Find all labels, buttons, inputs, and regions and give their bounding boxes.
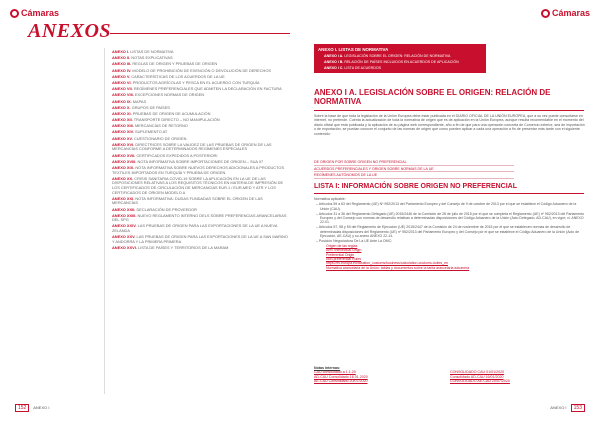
annex-label: NOTA INFORMATIVA SOBRE IMPORTACIONES DE ORIGEN – SUA 07 xyxy=(137,158,264,164)
annex-link[interactable] xyxy=(112,62,288,67)
annex-label: NOTAS EXPLICATIVAS xyxy=(131,55,173,61)
annex-number: ANEXO XVII. xyxy=(112,152,136,158)
camaras-logo: Cámaras xyxy=(541,8,590,18)
annex-number: ANEXO V. xyxy=(112,73,131,79)
annex-number: ANEXO XXVI. xyxy=(112,245,137,251)
sublink-label: LEGISLACIÓN SOBRE EL ORIGEN: RELACIÓN DE NORMATIVA xyxy=(344,54,451,58)
annex-number: ANEXO XXIII. xyxy=(112,212,137,218)
annex-number: ANEXO XVIII. xyxy=(112,158,137,164)
annex-number: ANEXO XXII. xyxy=(112,206,136,212)
annex-label: PRODUCTOS AGRÍCOLAS Y PESCA EN EL ACUERDO CON TURQUÍA xyxy=(132,79,260,85)
annex-link[interactable] xyxy=(112,75,288,80)
annex-number: ANEXO X. xyxy=(112,104,131,110)
annex-number: ANEXO XIX. xyxy=(112,164,135,170)
notes-link[interactable]: AD-CAU Consolidado 16.01.2020 xyxy=(314,374,368,379)
camaras-logo: Cámaras xyxy=(10,8,59,18)
title-divider xyxy=(110,33,290,34)
annex-number: ANEXO I. xyxy=(112,49,130,54)
annex-label: CARACTERÍSTICAS DE LOS ACUERDOS DE LA UE xyxy=(131,73,225,79)
notes-link[interactable]: AE-CAU Consolidado 20/07/2020 xyxy=(314,379,368,384)
reference-link[interactable]: Arm: Intellectual Origin xyxy=(326,248,362,253)
annex-label: TRANSPORTE DIRECTO – NO MANIPULACIÓN xyxy=(133,117,220,123)
camaras-logo-icon xyxy=(10,9,19,18)
intro-paragraph: Sobre la base de que toda la legislación de la Unión Europea debe estar publicada en el DIARIO OFICIAL DE LA UNIÓN EUROPEA, que a su vez puede consultarse en internet, no pretende. Cuenta la actualización de toda la normativa de origen que es de aplicación en la Unión Europea, aunque resulta recomendable en el momento del diario oficial que está publicada y la aplicación de su página web correspondiente, año a fin de que para una operación concreta de Comercio exterior, sea de importación o de exportación, se puedan conocer el conjunto de las normas de origen que como pueden aplicar a cada una operación a fin de presentar más tarde con el siguiente contenido: xyxy=(314,114,585,136)
sublink-label: LISTA DE ACUERDOS xyxy=(344,66,382,70)
page-title: ANEXOS xyxy=(28,20,112,42)
annex-link[interactable] xyxy=(112,166,288,175)
annex-link[interactable] xyxy=(112,160,288,165)
section-links xyxy=(314,160,514,180)
annex-label: GRUPOS DE PAÍSES xyxy=(131,104,170,110)
reference-link[interactable]: Origen de las reglas xyxy=(326,244,358,249)
annex-label: EXCEPCIONES NORMAS DE ORIGEN xyxy=(134,92,205,98)
annex-link[interactable] xyxy=(112,137,288,142)
annex-label: CERTIFICADOS EXPEDIDOS A POSTERIORI xyxy=(136,152,218,158)
page-number: 153 xyxy=(571,404,585,412)
annex-label: DIRECTRICES SOBRE LA VALIDEZ DE LAS PRUEBAS DE ORIGEN DE LAS MERCANCÍAS CONFORME A DETERMINADOS REGÍMENES ESPECIALES xyxy=(112,141,272,152)
annex-number: ANEXO XIII. xyxy=(112,123,134,129)
annex-link[interactable] xyxy=(112,143,288,152)
annex-link[interactable] xyxy=(112,246,288,251)
annex-link[interactable] xyxy=(112,50,288,55)
annex-link[interactable] xyxy=(112,118,288,123)
annex-link[interactable] xyxy=(112,197,288,206)
notes-link[interactable]: CONSOLIDADO AE-CAU 20/07/2020 xyxy=(450,379,510,384)
annex-link[interactable] xyxy=(112,69,288,74)
annex-link[interactable] xyxy=(112,235,288,244)
page-footer xyxy=(12,404,49,412)
page-number: 152 xyxy=(15,404,29,412)
section-link[interactable]: REGÍMENES AUTÓNOMOS DE LA UE xyxy=(314,173,514,179)
annex-label: NOTA INFORMATIVA: DUDAS FUNDADAS SOBRE EL ORIGEN DE LAS MERCANCÍAS xyxy=(112,195,263,206)
annex-link[interactable] xyxy=(112,154,288,159)
footer-label: ANEXO I xyxy=(550,405,567,411)
annex-link[interactable] xyxy=(112,224,288,233)
annex-link[interactable] xyxy=(112,112,288,117)
section-title: ANEXO I A. LEGISLACIÓN SOBRE EL ORIGEN: RELACIÓN DE NORMATIVA xyxy=(314,88,551,106)
annex-label: LAS PRUEBAS DE ORIGEN PARA LAS EXPORTACIONES DE LA UE A SAN MARINO Y ANDORRA Y LA PRIMERA PRIMERA xyxy=(112,234,288,244)
annex-link[interactable] xyxy=(112,214,288,223)
annex-label: NOTA INFORMATIVA SOBRE NUEVOS DERECHOS ADICIONALES A PRODUCTOS TEXTILES IMPORTADOS EN TURQUÍA Y PRUEBA DE ORIGEN xyxy=(112,164,285,175)
normativa-heading: Normativa aplicable: xyxy=(314,197,346,201)
camaras-logo-icon xyxy=(541,9,550,18)
annex-index xyxy=(112,50,288,252)
normativa-block xyxy=(314,197,586,270)
annex-label: NUEVO REGLAMENTO INTERNO DELS SOBRE PREFERENCIAS ARANCELARIAS DEL SPG xyxy=(112,212,287,223)
annex-label: LISTAS DE NORMATIVA xyxy=(130,49,174,54)
annex-number: ANEXO XX. xyxy=(112,175,134,181)
annex-link[interactable] xyxy=(112,93,288,98)
annex-link[interactable] xyxy=(112,177,288,195)
normativa-item: – Artículos 59 a 63 del Reglamento (UE) Nº 952/2013 del Parlamento Europeo y del Consejo de 9 de octubre de 2013 por el que se establece el Código Aduanero de la Unión (CAU). xyxy=(314,202,586,211)
reference-link[interactable]: https://ec.europa.eu/taxation_customs/business/calculation-customs-duties_en xyxy=(326,261,448,266)
reference-link[interactable]: Non-preferential Rules xyxy=(326,257,362,262)
annex-link[interactable] xyxy=(112,81,288,86)
sublink-number: ANEXO I C. xyxy=(324,66,344,70)
annex-label: CUESTIONARIO DE ORIGEN xyxy=(133,135,187,141)
annex-number: ANEXO XIV. xyxy=(112,129,134,135)
annex-link[interactable] xyxy=(112,106,288,111)
annex-number: ANEXO IX. xyxy=(112,98,132,104)
footer-label: ANEXO I xyxy=(33,405,50,411)
right-page xyxy=(300,0,600,424)
section-link[interactable]: ACUERDOS PREFERENCIALES Y ORIGEN SOBRE NORMAS DE LA UE xyxy=(314,167,514,173)
section-divider xyxy=(314,110,584,111)
annex-label: LISTA DE PAÍSES Y TERRITORIOS DE LA MARAM xyxy=(137,245,229,251)
annex-number: ANEXO VII. xyxy=(112,86,133,92)
annex-number: ANEXO XXI. xyxy=(112,195,135,201)
annex-label: MODELO DE PROHIBICIÓN DE EXENCIÓN O DEVOLUCIÓN DE DERECHOS xyxy=(132,67,271,73)
annex-number: ANEXO II. xyxy=(112,55,131,61)
annex-label: REGLAS DE ORIGEN Y PRUEBAS DE ORIGEN xyxy=(132,61,218,67)
annex-label: PRUEBAS DE ORIGEN DE ACUMULACIÓN xyxy=(132,110,211,116)
annex-label: SUPLEMENTO AT xyxy=(135,129,168,135)
notes-row xyxy=(314,379,586,383)
annex-label: MAPAS xyxy=(132,98,147,104)
annex-label: REGÍMENES PREFERENCIALES QUE ADMITEN LA DECLARACIÓN EN FACTURA xyxy=(133,86,282,92)
internal-notes xyxy=(314,366,586,384)
annex-link[interactable] xyxy=(112,208,288,213)
annex-link[interactable] xyxy=(112,100,288,105)
annex-number: ANEXO XXV. xyxy=(112,234,136,240)
normativa-item: – Artículos 31 a 36 del Reglamento Delegado (UE) 2015/2446 de la Comisión de 28 de julio de 2015 por el que se completa el Reglamento (UE) nº 952/2013 del Parlamento Europeo y del Consejo con normas de desarrollo relativas a determinadas disposiciones del Código Aduanero de la Unión (Acto Delegado, AD-CAU), en vigor; vi. ANEXO 22-01. xyxy=(314,212,586,225)
annex-link[interactable] xyxy=(112,130,288,135)
annex-number: ANEXO XXIV. xyxy=(112,223,137,229)
column-divider xyxy=(104,48,105,394)
normativa-item: – Artículos 57, 58 y 59 del Reglamento de Ejecución (UE) 2015/2447 de la Comisión de 24 de noviembre de 2015 por el que se establecen normas de desarrollo de determinadas disposiciones del Reglamento (UE) nº 952/2013 del Parlamento Europeo y del Consejo por el que se establece el Código Aduanero de la Unión (Acto de Ejecución, AE-CAU) y su anexo ANEXO 22-14. xyxy=(314,225,586,238)
annex-label: DECLARACIÓN DE PROVEEDOR xyxy=(136,206,197,212)
section-link[interactable]: DE ORIGEN POR SOBRE ORIGEN NO PREFERENCIAL xyxy=(314,160,514,166)
annex-label: MERCANCÍAS DE RETORNO xyxy=(134,123,188,129)
annex-link[interactable] xyxy=(112,87,288,92)
notes-link[interactable]: Consolidado AD-CAU 16/01/2020 xyxy=(450,374,504,379)
annex-number: ANEXO XV. xyxy=(112,135,133,141)
sublink-number: ANEXO I B. xyxy=(324,60,344,64)
banner-heading: ANEXO I. LISTAS DE NORMATIVA xyxy=(318,47,389,52)
list-title: LISTA I: INFORMACIÓN SOBRE ORIGEN NO PREFERENCIAL xyxy=(314,183,518,190)
annex-number: ANEXO VIII. xyxy=(112,92,134,98)
annex-link[interactable] xyxy=(112,124,288,129)
list-divider xyxy=(314,193,584,194)
annex-number: ANEXO XII. xyxy=(112,117,133,123)
annex-number: ANEXO III. xyxy=(112,61,132,67)
annex-banner xyxy=(314,44,486,73)
annex-number: ANEXO XVI. xyxy=(112,141,135,147)
sublink-number: ANEXO I A. xyxy=(324,54,344,58)
annex-number: ANEXO XI. xyxy=(112,110,132,116)
reference-link[interactable]: Normativa arancelaria de la Unión: tablas y documentos sobre la tarifa arancelaria aduanera xyxy=(326,265,470,270)
notes-link[interactable]: CONSOLIDADO CAU 01/01/2020 xyxy=(450,370,505,375)
notes-label: Notas Internas: xyxy=(314,366,341,370)
banner-sublink[interactable] xyxy=(314,65,486,71)
normativa-item: – Posición Negociadora De La UE Ante La OMC: xyxy=(314,239,586,243)
annex-label: LAS PRUEBAS DE ORIGEN PARA LAS EXPORTACIONES DE LA UE A NUEVA ZELANDA xyxy=(112,223,278,234)
annex-link[interactable] xyxy=(112,56,288,61)
page-footer xyxy=(550,404,588,412)
annex-number: ANEXO VI. xyxy=(112,79,132,85)
sublink-label: RELACIÓN DE PAÍSES INCLUIDOS EN ACUERDOS DE APLICACIÓN xyxy=(344,60,459,64)
annex-label: CRISIS SANITARIA COVID-19 SOBRE LA APLICACIÓN EN LA UE DE LAS DISPOSICIONES RELATIVAS A LOS REQUISITOS TÉCNICOS EN MATERIA DE IMPRESIÓN DE LOS CERTIFICADOS DE CIRCULACIÓN DE MERCANCÍAS EUR.1 / EUR-MED Y ATR Y LOS CERTIFICADOS DE ORIGEN MODELO A xyxy=(112,175,284,195)
notes-link[interactable]: CAU consolidado a 1.1.20 xyxy=(314,370,356,375)
reference-link[interactable]: Preferential Origin xyxy=(326,252,355,257)
annex-number: ANEXO IV. xyxy=(112,67,132,73)
